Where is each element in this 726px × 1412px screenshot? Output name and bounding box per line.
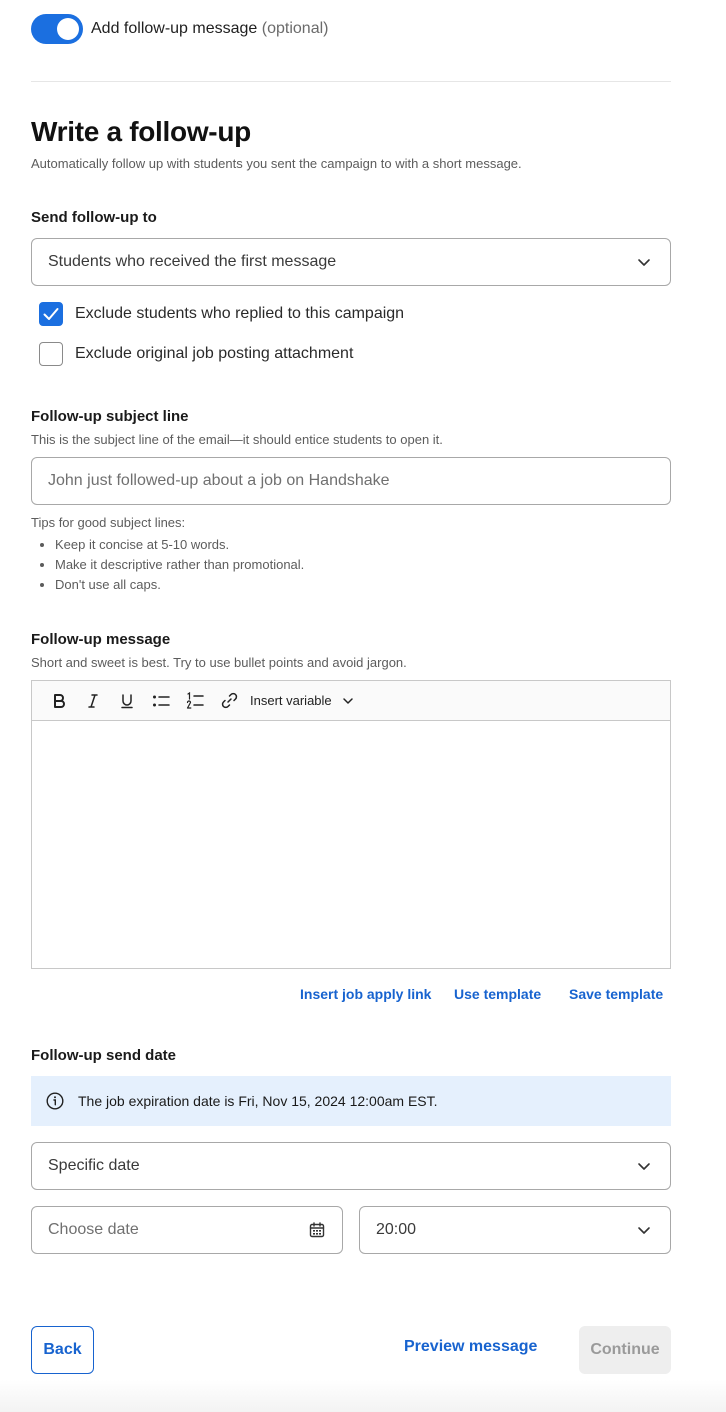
chevron-down-icon: [636, 1222, 652, 1238]
chevron-down-icon: [636, 254, 652, 270]
tips-title: Tips for good subject lines:: [31, 515, 186, 530]
bullet-list-icon: [152, 693, 170, 709]
subject-hint: This is the subject line of the email—it should entice students to open it.: [31, 432, 443, 447]
date-input[interactable]: [31, 1206, 343, 1254]
insert-job-apply-link-button[interactable]: Insert job apply link: [300, 986, 432, 1002]
bold-button[interactable]: [42, 686, 76, 716]
subject-input[interactable]: [31, 457, 671, 505]
expiration-info-text: The job expiration date is Fri, Nov 15, 2024 12:00am EST.: [78, 1093, 438, 1109]
exclude-attachment-label: Exclude original job posting attachment: [75, 345, 354, 362]
time-value: 20:00: [376, 1221, 417, 1238]
preview-message-button[interactable]: Preview message: [404, 1338, 538, 1355]
send-to-select[interactable]: [31, 238, 671, 286]
continue-button[interactable]: Continue: [579, 1326, 671, 1374]
footer-shadow: [0, 1380, 726, 1412]
underline-button[interactable]: [110, 686, 144, 716]
numbered-list-icon: [186, 692, 204, 710]
numbered-list-button[interactable]: [178, 686, 212, 716]
exclude-replied-checkbox[interactable]: [39, 302, 63, 326]
insert-variable-label: Insert variable: [250, 693, 332, 708]
subject-label: Follow-up subject line: [31, 408, 189, 425]
send-to-value: Students who received the first message: [48, 253, 337, 270]
underline-icon: [119, 693, 135, 709]
tip-item: • Keep it concise at 5-10 words.: [55, 535, 304, 555]
follow-up-toggle-row[interactable]: [31, 14, 328, 44]
time-select[interactable]: [359, 1206, 671, 1254]
tip-item: • Make it descriptive rather than promotional.: [55, 555, 304, 575]
divider: [31, 81, 671, 82]
date-placeholder: Choose date: [48, 1221, 139, 1238]
exclude-replied-label: Exclude students who replied to this campaign: [75, 305, 405, 322]
toggle-knob: [57, 18, 79, 40]
toggle-label: Add follow-up message (optional): [91, 20, 329, 37]
page-title: Write a follow-up: [31, 116, 251, 147]
calendar-icon[interactable]: [309, 1222, 325, 1238]
save-template-button[interactable]: Save template: [569, 986, 664, 1002]
insert-variable-dropdown[interactable]: [250, 693, 354, 708]
message-editor[interactable]: [31, 680, 671, 969]
link-icon: [221, 692, 238, 709]
message-label: Follow-up message: [31, 631, 171, 648]
chevron-down-icon: [342, 695, 354, 707]
send-date-mode-value: Specific date: [48, 1157, 140, 1174]
link-button[interactable]: [212, 686, 246, 716]
message-hint: Short and sweet is best. Try to use bullet points and avoid jargon.: [31, 655, 407, 670]
send-date-label: Follow-up send date: [31, 1047, 176, 1064]
editor-toolbar: [32, 681, 670, 721]
exclude-attachment-checkbox[interactable]: [39, 342, 63, 366]
info-icon: [46, 1092, 64, 1110]
italic-icon: [85, 693, 101, 709]
italic-button[interactable]: [76, 686, 110, 716]
exclude-replied-row[interactable]: [39, 302, 404, 326]
exclude-attachment-row[interactable]: [39, 342, 353, 366]
back-button[interactable]: Back: [31, 1326, 94, 1374]
expiration-info-banner: [31, 1076, 671, 1126]
subject-tips: [31, 515, 304, 595]
checkmark-icon: [39, 302, 63, 326]
send-to-label: Send follow-up to: [31, 209, 157, 226]
subject-placeholder: John just followed-up about a job on Handshake: [48, 472, 390, 489]
chevron-down-icon: [636, 1158, 652, 1174]
page-subtitle: Automatically follow up with students you sent the campaign to with a short message.: [31, 156, 522, 171]
bullet-list-button[interactable]: [144, 686, 178, 716]
bold-icon: [51, 693, 67, 709]
use-template-button[interactable]: Use template: [454, 986, 542, 1002]
follow-up-toggle[interactable]: [31, 14, 83, 44]
send-date-mode-select[interactable]: [31, 1142, 671, 1190]
tip-item: • Don't use all caps.: [55, 575, 304, 595]
